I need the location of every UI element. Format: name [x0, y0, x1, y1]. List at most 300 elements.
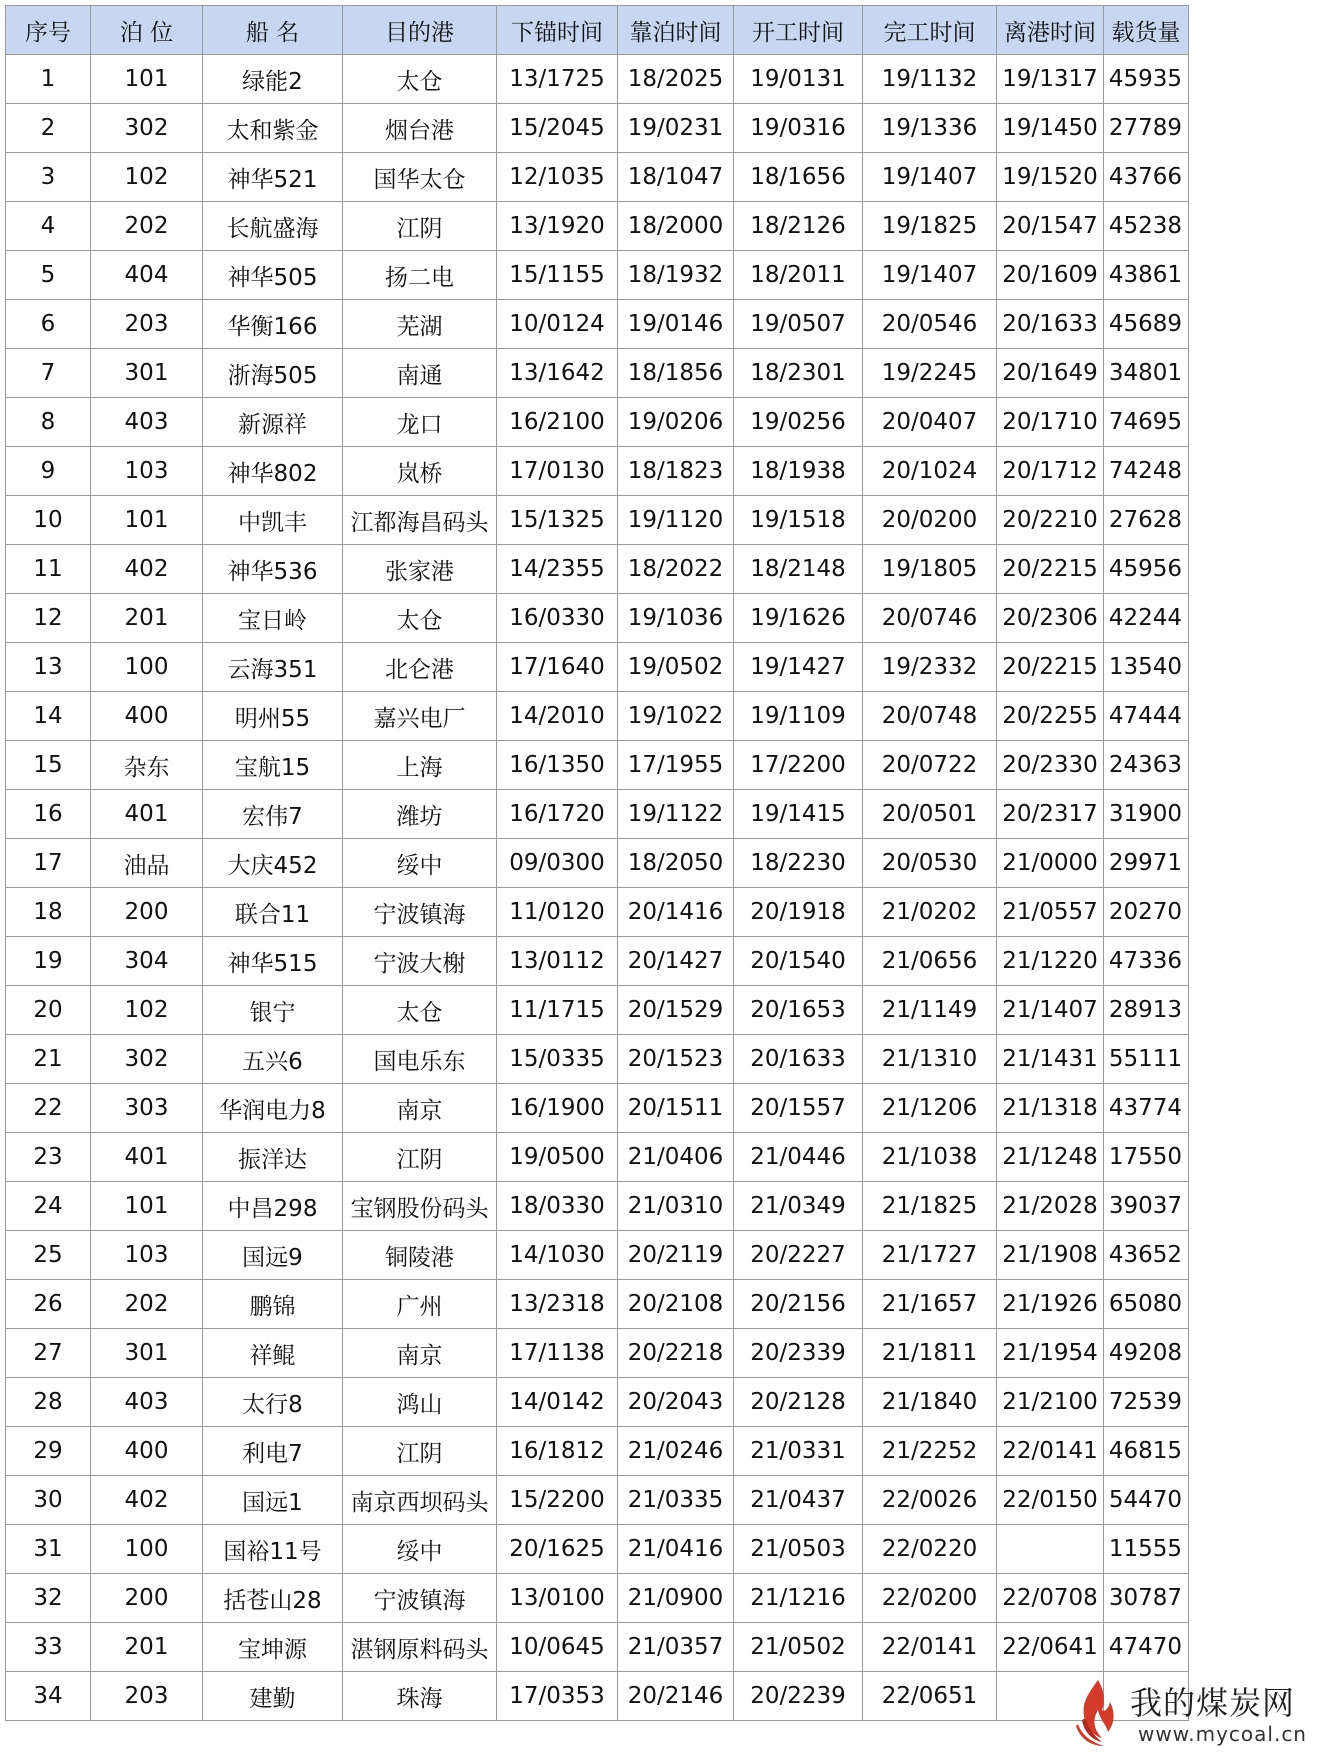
- finish-work-time-cell: 20/1024: [863, 447, 997, 496]
- row-number-cell: 31: [6, 1525, 91, 1574]
- departure-time-cell: 22/0150: [997, 1476, 1104, 1525]
- departure-time-cell: 21/1431: [997, 1035, 1104, 1084]
- cargo-volume-cell: 27789: [1104, 104, 1189, 153]
- anchor-time-cell: 13/1642: [497, 349, 618, 398]
- finish-work-time-cell: 21/1657: [863, 1280, 997, 1329]
- finish-work-time-cell: 21/2252: [863, 1427, 997, 1476]
- table-row: [6, 643, 1189, 692]
- start-work-time-cell: 18/2011: [734, 251, 863, 300]
- departure-time-cell: 20/2330: [997, 741, 1104, 790]
- ship-name-cell: 神华521: [203, 153, 343, 202]
- destination-port-cell: 龙口: [343, 398, 497, 447]
- table-row: [6, 545, 1189, 594]
- row-number-cell: 32: [6, 1574, 91, 1623]
- finish-work-time-cell: 19/1825: [863, 202, 997, 251]
- destination-port-cell: 潍坊: [343, 790, 497, 839]
- ship-name-cell: 祥鲲: [203, 1329, 343, 1378]
- row-number-cell: 21: [6, 1035, 91, 1084]
- destination-port-cell: 绥中: [343, 1525, 497, 1574]
- anchor-time-cell: 20/1625: [497, 1525, 618, 1574]
- berthing-time-cell: 20/1427: [618, 937, 734, 986]
- anchor-time-cell: 19/0500: [497, 1133, 618, 1182]
- cargo-volume-cell: 72539: [1104, 1378, 1189, 1427]
- cargo-volume-cell: 29971: [1104, 839, 1189, 888]
- departure-time-cell: 21/1926: [997, 1280, 1104, 1329]
- berth-cell: 200: [91, 888, 203, 937]
- cargo-volume-cell: 27628: [1104, 496, 1189, 545]
- berthing-time-cell: 21/0416: [618, 1525, 734, 1574]
- start-work-time-cell: 18/1656: [734, 153, 863, 202]
- row-number-cell: 8: [6, 398, 91, 447]
- table-row: [6, 594, 1189, 643]
- finish-work-time-cell: 19/2332: [863, 643, 997, 692]
- berthing-time-cell: 18/1823: [618, 447, 734, 496]
- ship-name-cell: 太行8: [203, 1378, 343, 1427]
- berthing-time-cell: 19/1036: [618, 594, 734, 643]
- watermark: [1068, 1672, 1308, 1752]
- anchor-time-cell: 09/0300: [497, 839, 618, 888]
- table-row: [6, 888, 1189, 937]
- finish-work-time-cell: 22/0220: [863, 1525, 997, 1574]
- departure-time-cell: 20/2215: [997, 643, 1104, 692]
- ship-name-cell: 长航盛海: [203, 202, 343, 251]
- berthing-time-cell: 19/0502: [618, 643, 734, 692]
- departure-time-cell: 20/1633: [997, 300, 1104, 349]
- table-row: [6, 202, 1189, 251]
- table-row: [6, 1427, 1189, 1476]
- finish-work-time-cell: 21/1206: [863, 1084, 997, 1133]
- finish-work-time-cell: 19/1132: [863, 55, 997, 104]
- start-work-time-cell: 20/1633: [734, 1035, 863, 1084]
- cargo-volume-cell: 42244: [1104, 594, 1189, 643]
- table-row: [6, 741, 1189, 790]
- column-header: 目的港: [343, 6, 497, 55]
- start-work-time-cell: 18/2148: [734, 545, 863, 594]
- ship-name-cell: 宝坤源: [203, 1623, 343, 1672]
- cargo-volume-cell: 54470: [1104, 1476, 1189, 1525]
- row-number-cell: 18: [6, 888, 91, 937]
- finish-work-time-cell: 19/1407: [863, 153, 997, 202]
- destination-port-cell: 太仓: [343, 986, 497, 1035]
- destination-port-cell: 绥中: [343, 839, 497, 888]
- destination-port-cell: 国电乐东: [343, 1035, 497, 1084]
- finish-work-time-cell: 21/0202: [863, 888, 997, 937]
- anchor-time-cell: 13/1920: [497, 202, 618, 251]
- anchor-time-cell: 16/1812: [497, 1427, 618, 1476]
- cargo-volume-cell: 47444: [1104, 692, 1189, 741]
- ship-name-cell: 大庆452: [203, 839, 343, 888]
- destination-port-cell: 扬二电: [343, 251, 497, 300]
- anchor-time-cell: 13/0100: [497, 1574, 618, 1623]
- destination-port-cell: 张家港: [343, 545, 497, 594]
- cargo-volume-cell: 34801: [1104, 349, 1189, 398]
- start-work-time-cell: 21/0502: [734, 1623, 863, 1672]
- cargo-volume-cell: 49208: [1104, 1329, 1189, 1378]
- ship-name-cell: 神华802: [203, 447, 343, 496]
- row-number-cell: 9: [6, 447, 91, 496]
- departure-time-cell: 20/1712: [997, 447, 1104, 496]
- berthing-time-cell: 18/1856: [618, 349, 734, 398]
- anchor-time-cell: 17/0130: [497, 447, 618, 496]
- table-body: [6, 55, 1189, 1721]
- berthing-time-cell: 21/0900: [618, 1574, 734, 1623]
- table-row: [6, 1525, 1189, 1574]
- berth-cell: 103: [91, 447, 203, 496]
- row-number-cell: 3: [6, 153, 91, 202]
- start-work-time-cell: 21/0503: [734, 1525, 863, 1574]
- table-row: [6, 55, 1189, 104]
- column-header: 开工时间: [734, 6, 863, 55]
- ship-name-cell: 中昌298: [203, 1182, 343, 1231]
- ship-name-cell: 神华515: [203, 937, 343, 986]
- departure-time-cell: 21/1954: [997, 1329, 1104, 1378]
- ship-name-cell: 括苍山28: [203, 1574, 343, 1623]
- ship-name-cell: 鹏锦: [203, 1280, 343, 1329]
- destination-port-cell: 江阴: [343, 202, 497, 251]
- ship-schedule-table: [5, 5, 1189, 1721]
- table-row: [6, 447, 1189, 496]
- cargo-volume-cell: 17550: [1104, 1133, 1189, 1182]
- start-work-time-cell: 18/1938: [734, 447, 863, 496]
- column-header: 下锚时间: [497, 6, 618, 55]
- anchor-time-cell: 15/2200: [497, 1476, 618, 1525]
- row-number-cell: 17: [6, 839, 91, 888]
- column-header: 船 名: [203, 6, 343, 55]
- berthing-time-cell: 19/0206: [618, 398, 734, 447]
- row-number-cell: 10: [6, 496, 91, 545]
- start-work-time-cell: 20/2227: [734, 1231, 863, 1280]
- anchor-time-cell: 16/1350: [497, 741, 618, 790]
- berthing-time-cell: 19/0146: [618, 300, 734, 349]
- flame-logo-icon: [1068, 1676, 1128, 1748]
- finish-work-time-cell: 21/1811: [863, 1329, 997, 1378]
- column-header: 载货量: [1104, 6, 1189, 55]
- anchor-time-cell: 16/1900: [497, 1084, 618, 1133]
- berthing-time-cell: 18/1047: [618, 153, 734, 202]
- ship-name-cell: 华衡166: [203, 300, 343, 349]
- ship-name-cell: 神华505: [203, 251, 343, 300]
- table-row: [6, 251, 1189, 300]
- anchor-time-cell: 14/0142: [497, 1378, 618, 1427]
- start-work-time-cell: 21/0349: [734, 1182, 863, 1231]
- departure-time-cell: 21/1248: [997, 1133, 1104, 1182]
- start-work-time-cell: 20/1540: [734, 937, 863, 986]
- berth-cell: 100: [91, 643, 203, 692]
- table-row: [6, 839, 1189, 888]
- ship-name-cell: 浙海505: [203, 349, 343, 398]
- table-row: [6, 986, 1189, 1035]
- header-row: [6, 6, 1189, 55]
- destination-port-cell: 宁波镇海: [343, 1574, 497, 1623]
- start-work-time-cell: 19/0131: [734, 55, 863, 104]
- finish-work-time-cell: 20/0407: [863, 398, 997, 447]
- start-work-time-cell: 21/1216: [734, 1574, 863, 1623]
- cargo-volume-cell: 20270: [1104, 888, 1189, 937]
- cargo-volume-cell: 39037: [1104, 1182, 1189, 1231]
- finish-work-time-cell: 21/1825: [863, 1182, 997, 1231]
- destination-port-cell: 江阴: [343, 1133, 497, 1182]
- departure-time-cell: 21/1908: [997, 1231, 1104, 1280]
- destination-port-cell: 宁波镇海: [343, 888, 497, 937]
- finish-work-time-cell: 20/0748: [863, 692, 997, 741]
- anchor-time-cell: 14/1030: [497, 1231, 618, 1280]
- finish-work-time-cell: 22/0026: [863, 1476, 997, 1525]
- destination-port-cell: 南京: [343, 1084, 497, 1133]
- finish-work-time-cell: 21/1727: [863, 1231, 997, 1280]
- anchor-time-cell: 14/2010: [497, 692, 618, 741]
- berthing-time-cell: 19/1122: [618, 790, 734, 839]
- row-number-cell: 34: [6, 1672, 91, 1721]
- table-row: [6, 1329, 1189, 1378]
- start-work-time-cell: 17/2200: [734, 741, 863, 790]
- destination-port-cell: 嘉兴电厂: [343, 692, 497, 741]
- berth-cell: 101: [91, 55, 203, 104]
- table-row: [6, 300, 1189, 349]
- departure-time-cell: [997, 1525, 1104, 1574]
- start-work-time-cell: 19/1427: [734, 643, 863, 692]
- destination-port-cell: 太仓: [343, 594, 497, 643]
- start-work-time-cell: 20/2239: [734, 1672, 863, 1721]
- row-number-cell: 27: [6, 1329, 91, 1378]
- berth-cell: 303: [91, 1084, 203, 1133]
- destination-port-cell: 宁波大榭: [343, 937, 497, 986]
- row-number-cell: 14: [6, 692, 91, 741]
- berth-cell: 400: [91, 1427, 203, 1476]
- table-header: [6, 6, 1189, 55]
- table-row: [6, 1623, 1189, 1672]
- berth-cell: 302: [91, 104, 203, 153]
- departure-time-cell: 21/2100: [997, 1378, 1104, 1427]
- anchor-time-cell: 18/0330: [497, 1182, 618, 1231]
- row-number-cell: 11: [6, 545, 91, 594]
- berth-cell: 100: [91, 1525, 203, 1574]
- berth-cell: 101: [91, 1182, 203, 1231]
- berthing-time-cell: 18/2050: [618, 839, 734, 888]
- cargo-volume-cell: 24363: [1104, 741, 1189, 790]
- finish-work-time-cell: 21/0656: [863, 937, 997, 986]
- table-row: [6, 1476, 1189, 1525]
- destination-port-cell: 珠海: [343, 1672, 497, 1721]
- ship-name-cell: 太和紫金: [203, 104, 343, 153]
- berthing-time-cell: 20/1416: [618, 888, 734, 937]
- row-number-cell: 33: [6, 1623, 91, 1672]
- berth-cell: 403: [91, 398, 203, 447]
- column-header: 序号: [6, 6, 91, 55]
- berthing-time-cell: 20/1529: [618, 986, 734, 1035]
- table-row: [6, 153, 1189, 202]
- table-row: [6, 104, 1189, 153]
- destination-port-cell: 岚桥: [343, 447, 497, 496]
- destination-port-cell: 宝钢股份码头: [343, 1182, 497, 1231]
- cargo-volume-cell: 45956: [1104, 545, 1189, 594]
- destination-port-cell: 南京西坝码头: [343, 1476, 497, 1525]
- berth-cell: 203: [91, 300, 203, 349]
- destination-port-cell: 国华太仓: [343, 153, 497, 202]
- row-number-cell: 22: [6, 1084, 91, 1133]
- row-number-cell: 6: [6, 300, 91, 349]
- start-work-time-cell: 18/2301: [734, 349, 863, 398]
- berth-cell: 201: [91, 1623, 203, 1672]
- table-row: [6, 1182, 1189, 1231]
- start-work-time-cell: 18/2230: [734, 839, 863, 888]
- destination-port-cell: 上海: [343, 741, 497, 790]
- ship-name-cell: 联合11: [203, 888, 343, 937]
- destination-port-cell: 江都海昌码头: [343, 496, 497, 545]
- finish-work-time-cell: 22/0200: [863, 1574, 997, 1623]
- cargo-volume-cell: 47470: [1104, 1623, 1189, 1672]
- destination-port-cell: 铜陵港: [343, 1231, 497, 1280]
- destination-port-cell: 江阴: [343, 1427, 497, 1476]
- row-number-cell: 16: [6, 790, 91, 839]
- destination-port-cell: 太仓: [343, 55, 497, 104]
- finish-work-time-cell: 20/0722: [863, 741, 997, 790]
- destination-port-cell: 芜湖: [343, 300, 497, 349]
- departure-time-cell: 21/1220: [997, 937, 1104, 986]
- ship-name-cell: 国远1: [203, 1476, 343, 1525]
- finish-work-time-cell: 21/1149: [863, 986, 997, 1035]
- start-work-time-cell: 19/0256: [734, 398, 863, 447]
- berthing-time-cell: 21/0335: [618, 1476, 734, 1525]
- start-work-time-cell: 21/0446: [734, 1133, 863, 1182]
- cargo-volume-cell: 11555: [1104, 1525, 1189, 1574]
- ship-name-cell: 云海351: [203, 643, 343, 692]
- anchor-time-cell: 13/2318: [497, 1280, 618, 1329]
- start-work-time-cell: 19/1518: [734, 496, 863, 545]
- berth-cell: 202: [91, 202, 203, 251]
- berth-cell: 401: [91, 1133, 203, 1182]
- row-number-cell: 24: [6, 1182, 91, 1231]
- anchor-time-cell: 15/1325: [497, 496, 618, 545]
- row-number-cell: 2: [6, 104, 91, 153]
- departure-time-cell: 20/1710: [997, 398, 1104, 447]
- departure-time-cell: 20/1609: [997, 251, 1104, 300]
- table-row: [6, 937, 1189, 986]
- table-row: [6, 1672, 1189, 1721]
- cargo-volume-cell: 45689: [1104, 300, 1189, 349]
- departure-time-cell: 21/1318: [997, 1084, 1104, 1133]
- berth-cell: 400: [91, 692, 203, 741]
- departure-time-cell: 20/2306: [997, 594, 1104, 643]
- finish-work-time-cell: 19/1407: [863, 251, 997, 300]
- berth-cell: 202: [91, 1280, 203, 1329]
- cargo-volume-cell: 31900: [1104, 790, 1189, 839]
- start-work-time-cell: 19/1626: [734, 594, 863, 643]
- row-number-cell: 26: [6, 1280, 91, 1329]
- anchor-time-cell: 17/1138: [497, 1329, 618, 1378]
- berthing-time-cell: 21/0357: [618, 1623, 734, 1672]
- cargo-volume-cell: 28913: [1104, 986, 1189, 1035]
- start-work-time-cell: 19/1415: [734, 790, 863, 839]
- finish-work-time-cell: 22/0141: [863, 1623, 997, 1672]
- berth-cell: 203: [91, 1672, 203, 1721]
- anchor-time-cell: 11/0120: [497, 888, 618, 937]
- departure-time-cell: 20/2215: [997, 545, 1104, 594]
- berthing-time-cell: 20/2218: [618, 1329, 734, 1378]
- berthing-time-cell: 21/0246: [618, 1427, 734, 1476]
- row-number-cell: 20: [6, 986, 91, 1035]
- table-row: [6, 790, 1189, 839]
- destination-port-cell: 烟台港: [343, 104, 497, 153]
- column-header: 离港时间: [997, 6, 1104, 55]
- berth-cell: 101: [91, 496, 203, 545]
- departure-time-cell: 19/1317: [997, 55, 1104, 104]
- berthing-time-cell: 19/1120: [618, 496, 734, 545]
- berthing-time-cell: 18/2000: [618, 202, 734, 251]
- berthing-time-cell: 21/0406: [618, 1133, 734, 1182]
- watermark-site-name: 我的煤炭网: [1130, 1684, 1296, 1722]
- ship-name-cell: 振洋达: [203, 1133, 343, 1182]
- table-row: [6, 1084, 1189, 1133]
- cargo-volume-cell: 74695: [1104, 398, 1189, 447]
- berthing-time-cell: 20/2043: [618, 1378, 734, 1427]
- berth-cell: 油品: [91, 839, 203, 888]
- cargo-volume-cell: 43766: [1104, 153, 1189, 202]
- ship-name-cell: 华润电力8: [203, 1084, 343, 1133]
- departure-time-cell: 21/0000: [997, 839, 1104, 888]
- destination-port-cell: 湛钢原料码头: [343, 1623, 497, 1672]
- table-row: [6, 692, 1189, 741]
- berthing-time-cell: 18/2022: [618, 545, 734, 594]
- departure-time-cell: 22/0641: [997, 1623, 1104, 1672]
- departure-time-cell: 19/1520: [997, 153, 1104, 202]
- departure-time-cell: 20/2317: [997, 790, 1104, 839]
- table-row: [6, 1133, 1189, 1182]
- table-row: [6, 1378, 1189, 1427]
- ship-name-cell: 宝日岭: [203, 594, 343, 643]
- cargo-volume-cell: 47336: [1104, 937, 1189, 986]
- table-row: [6, 1574, 1189, 1623]
- berth-cell: 103: [91, 1231, 203, 1280]
- start-work-time-cell: 21/0331: [734, 1427, 863, 1476]
- berthing-time-cell: 19/0231: [618, 104, 734, 153]
- departure-time-cell: 21/1407: [997, 986, 1104, 1035]
- finish-work-time-cell: 20/0501: [863, 790, 997, 839]
- ship-name-cell: 新源祥: [203, 398, 343, 447]
- cargo-volume-cell: 43652: [1104, 1231, 1189, 1280]
- row-number-cell: 12: [6, 594, 91, 643]
- berth-cell: 200: [91, 1574, 203, 1623]
- start-work-time-cell: 20/1557: [734, 1084, 863, 1133]
- finish-work-time-cell: 20/0200: [863, 496, 997, 545]
- departure-time-cell: 21/0557: [997, 888, 1104, 937]
- departure-time-cell: 21/2028: [997, 1182, 1104, 1231]
- finish-work-time-cell: 20/0546: [863, 300, 997, 349]
- cargo-volume-cell: 30787: [1104, 1574, 1189, 1623]
- berth-cell: 404: [91, 251, 203, 300]
- anchor-time-cell: 16/2100: [497, 398, 618, 447]
- cargo-volume-cell: 43861: [1104, 251, 1189, 300]
- ship-name-cell: 五兴6: [203, 1035, 343, 1084]
- anchor-time-cell: 12/1035: [497, 153, 618, 202]
- cargo-volume-cell: 65080: [1104, 1280, 1189, 1329]
- berth-cell: 201: [91, 594, 203, 643]
- ship-name-cell: 神华536: [203, 545, 343, 594]
- berth-cell: 301: [91, 1329, 203, 1378]
- anchor-time-cell: 17/1640: [497, 643, 618, 692]
- berthing-time-cell: 18/1932: [618, 251, 734, 300]
- berthing-time-cell: 17/1955: [618, 741, 734, 790]
- berthing-time-cell: 19/1022: [618, 692, 734, 741]
- anchor-time-cell: 15/0335: [497, 1035, 618, 1084]
- start-work-time-cell: 19/0507: [734, 300, 863, 349]
- start-work-time-cell: 20/1653: [734, 986, 863, 1035]
- departure-time-cell: 22/0141: [997, 1427, 1104, 1476]
- ship-name-cell: 银宁: [203, 986, 343, 1035]
- table-row: [6, 1280, 1189, 1329]
- start-work-time-cell: 20/2339: [734, 1329, 863, 1378]
- row-number-cell: 15: [6, 741, 91, 790]
- row-number-cell: 1: [6, 55, 91, 104]
